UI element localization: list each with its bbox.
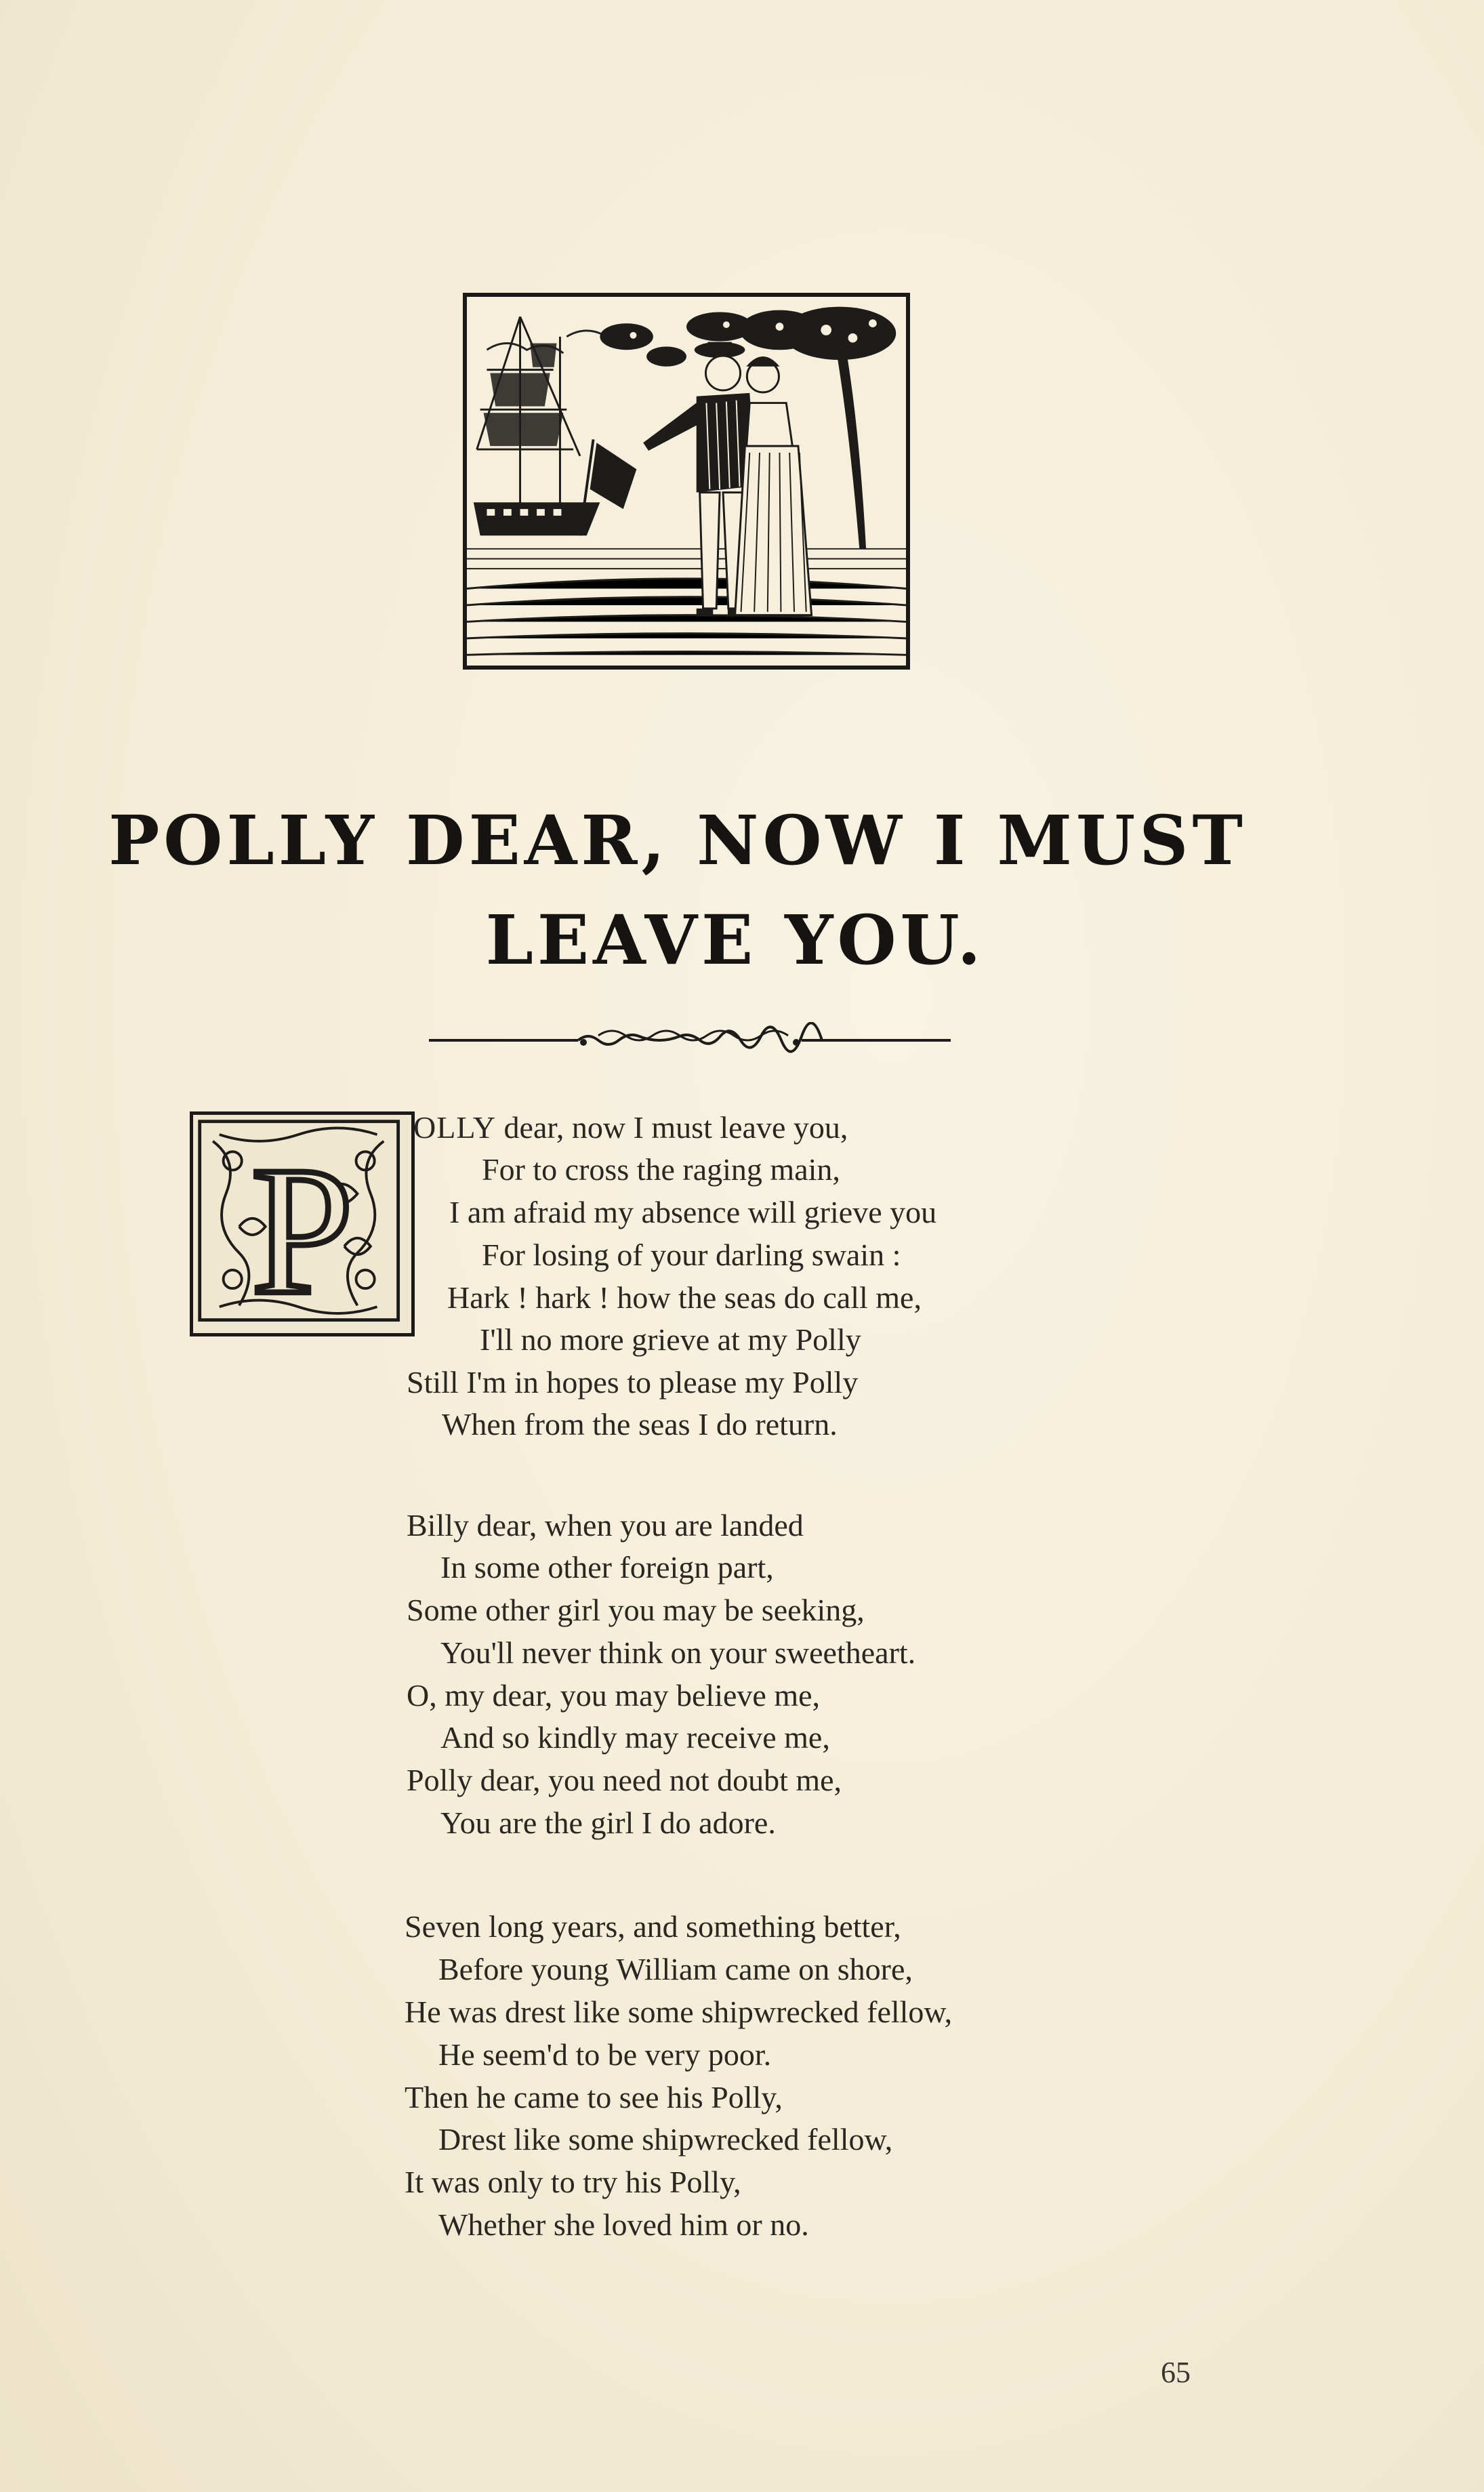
verse-line: In some other foreign part,: [440, 1550, 774, 1585]
verse-line: Hark ! hark ! how the seas do call me,: [447, 1280, 922, 1315]
verse-line: It was only to try his Polly,: [405, 2165, 741, 2199]
verse-line: When from the seas I do return.: [442, 1407, 838, 1442]
drop-cap-continuation: OLLY: [413, 1110, 497, 1145]
verse-line: He seem'd to be very poor.: [438, 2037, 772, 2072]
page-number: 65: [1161, 2356, 1191, 2389]
poem-title-line-2: LEAVE YOU.: [485, 900, 985, 980]
verse-line: Before young William came on shore,: [438, 1952, 913, 1986]
verse-line: Drest like some shipwrecked fellow,: [438, 2122, 893, 2157]
verse-line: O, my dear, you may believe me,: [407, 1678, 821, 1713]
verse-line: I'll no more grieve at my Polly: [480, 1322, 861, 1357]
verse-line: Then he came to see his Polly,: [405, 2080, 783, 2115]
verse-line: Seven long years, and something better,: [405, 1909, 901, 1944]
verse-line: And so kindly may receive me,: [440, 1720, 830, 1755]
verse-line: You'll never think on your sweetheart.: [440, 1635, 916, 1670]
verse-line: Billy dear, when you are landed: [407, 1508, 804, 1543]
verse-line: He was drest like some shipwrecked fellow,: [405, 1995, 953, 2029]
verse-line: OLLY dear, now I must leave you,: [413, 1110, 848, 1145]
ornamental-divider: [429, 1022, 951, 1056]
verse-line: For to cross the raging main,: [482, 1152, 840, 1187]
woodcut-illustration: [463, 293, 910, 670]
drop-cap-letter: P: [251, 1128, 354, 1332]
verse-line: You are the girl I do adore.: [440, 1805, 776, 1840]
verse-line: Still I'm in hopes to please my Polly: [407, 1365, 859, 1400]
poem-title-line-1: POLLY DEAR, NOW I MUST: [108, 800, 1247, 880]
drop-cap-initial: [190, 1111, 415, 1336]
verse-line: Some other girl you may be seeking,: [407, 1593, 865, 1627]
verse-line: Polly dear, you need not doubt me,: [407, 1763, 842, 1797]
verse-line: For losing of your darling swain :: [482, 1238, 901, 1272]
verse-line: Whether she loved him or no.: [438, 2207, 809, 2242]
verse-line: I am afraid my absence will grieve you: [449, 1195, 937, 1229]
